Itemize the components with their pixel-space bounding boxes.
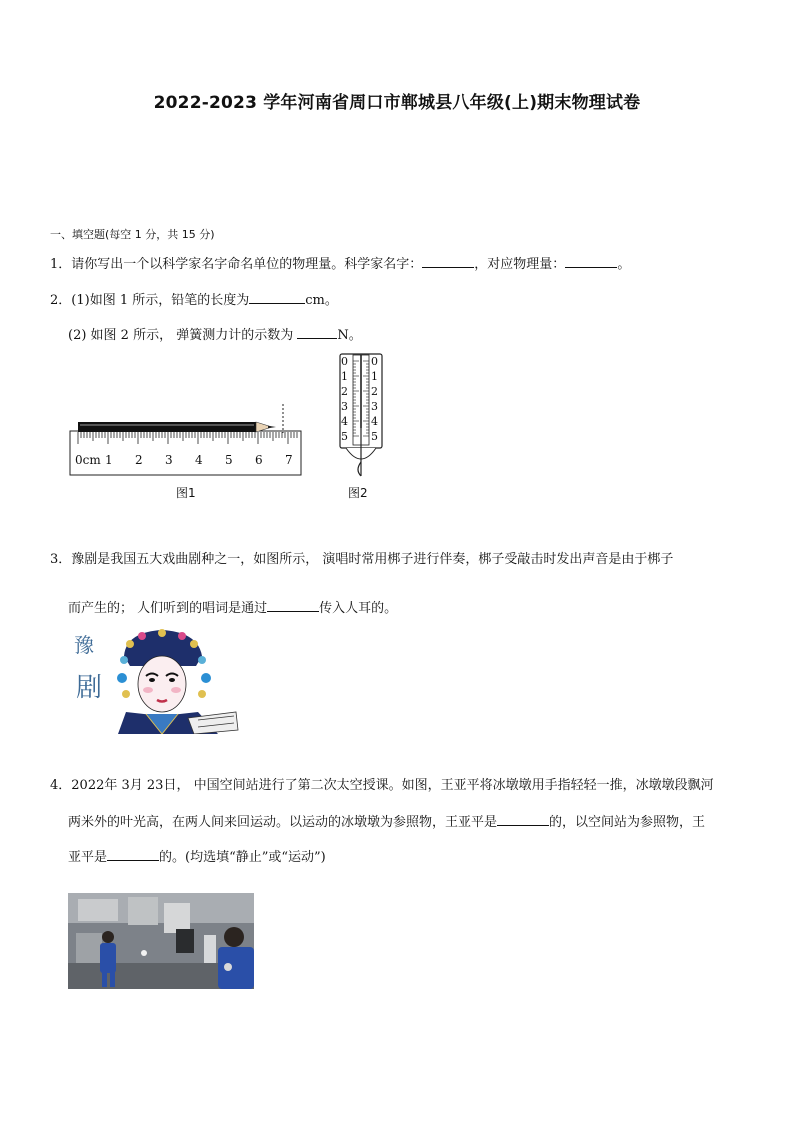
unit-text: N。: [337, 328, 362, 343]
question-4-line-1: [50, 776, 714, 796]
figure-1-caption: 图1: [176, 486, 196, 500]
scale-right-5: 5: [371, 430, 378, 443]
floating-object: [141, 950, 147, 956]
question-text: ，对应物理量：: [474, 257, 566, 272]
unit-text: cm。: [305, 293, 338, 308]
space-station-photo: [68, 893, 254, 989]
scale-left-4: 4: [341, 415, 348, 428]
ruler-label-1: 1: [105, 453, 113, 467]
scale-left-0: 0: [341, 355, 348, 368]
scale-right-3: 3: [371, 400, 378, 413]
ruler-label-3: 3: [165, 453, 173, 467]
scale-right-0: 0: [371, 355, 378, 368]
astronaut-right: [224, 927, 244, 947]
astronaut-left: [102, 931, 114, 943]
question-2-line-1: [50, 290, 338, 311]
ruler-label-5: 5: [225, 453, 233, 467]
answer-blank[interactable]: [249, 290, 305, 304]
question-1: [50, 254, 630, 275]
question-text: 的。(均选填“静止”或“运动”): [159, 850, 326, 865]
answer-blank[interactable]: [107, 847, 159, 861]
ruler-label-0: 0cm: [75, 453, 101, 467]
question-number: 1．: [50, 257, 72, 272]
question-2-line-2: [68, 325, 362, 346]
question-text: 亚平是: [68, 850, 108, 865]
question-number: 2．: [50, 293, 72, 308]
question-text: 。: [617, 257, 631, 272]
question-3-line-1: [50, 550, 673, 570]
answer-blank[interactable]: [565, 254, 617, 268]
answer-blank[interactable]: [297, 325, 337, 339]
answer-blank[interactable]: [267, 598, 319, 612]
figure-1-ruler-pencil: [66, 400, 306, 480]
scale-left-3: 3: [341, 400, 348, 413]
figure-2-spring-scale: [336, 352, 388, 477]
question-3-line-2: [68, 598, 397, 619]
ruler-label-4: 4: [195, 453, 203, 467]
scale-right-2: 2: [371, 385, 378, 398]
mask-face: [138, 656, 186, 712]
question-text: 请你写出一个以科学家名字命名单位的物理量。科学家名字：: [71, 257, 423, 272]
section-heading: 一、填空题(每空 1 分，共 15 分): [50, 228, 215, 241]
question-number: 4．: [50, 778, 72, 793]
scale-left-5: 5: [341, 430, 348, 443]
ruler-label-6: 6: [255, 453, 263, 467]
page-title: 2022-2023 学年河南省周口市郸城县八年级(上)期末物理试卷: [153, 93, 641, 113]
question-text: 两米外的叶光高，在两人间来回运动。以运动的冰墩墩为参照物，王亚平是: [68, 815, 498, 830]
opera-mask-image: [68, 626, 240, 734]
opera-calligraphy-2: 剧: [76, 673, 103, 703]
answer-blank[interactable]: [497, 812, 549, 826]
question-text: (1)如图 1 所示，铅笔的长度为: [71, 293, 250, 308]
question-4-line-2: [68, 812, 705, 833]
ruler-label-7: 7: [285, 453, 293, 467]
question-number: 3．: [50, 552, 72, 567]
figure-2-caption: 图2: [348, 486, 368, 500]
question-text: 的，以空间站为参照物，王: [549, 815, 706, 830]
pencil: [78, 422, 276, 432]
scale-right-4: 4: [371, 415, 378, 428]
question-4-line-3: [68, 847, 326, 868]
opera-calligraphy-1: 豫: [74, 633, 94, 657]
question-text: 传入人耳的。: [319, 601, 398, 616]
question-text: (2) 如图 2 所示， 弹簧测力计的示数为: [68, 328, 294, 343]
scale-left-2: 2: [341, 385, 348, 398]
question-text: 2022年 3月 23日， 中国空间站进行了第二次太空授课。如图，王亚平将冰墩墩用手指轻轻一推，冰墩墩段飘河: [71, 778, 714, 793]
question-text: 而产生的； 人们听到的唱词是通过: [68, 601, 268, 616]
question-text: 豫剧是我国五大戏曲剧种之一，如图所示， 演唱时常用梆子进行伴奏，梆子受敲击时发出声音是由于梆子: [71, 552, 674, 567]
scale-right-1: 1: [371, 370, 378, 383]
answer-blank[interactable]: [422, 254, 474, 268]
ruler-label-2: 2: [135, 453, 143, 467]
scale-left-1: 1: [341, 370, 348, 383]
